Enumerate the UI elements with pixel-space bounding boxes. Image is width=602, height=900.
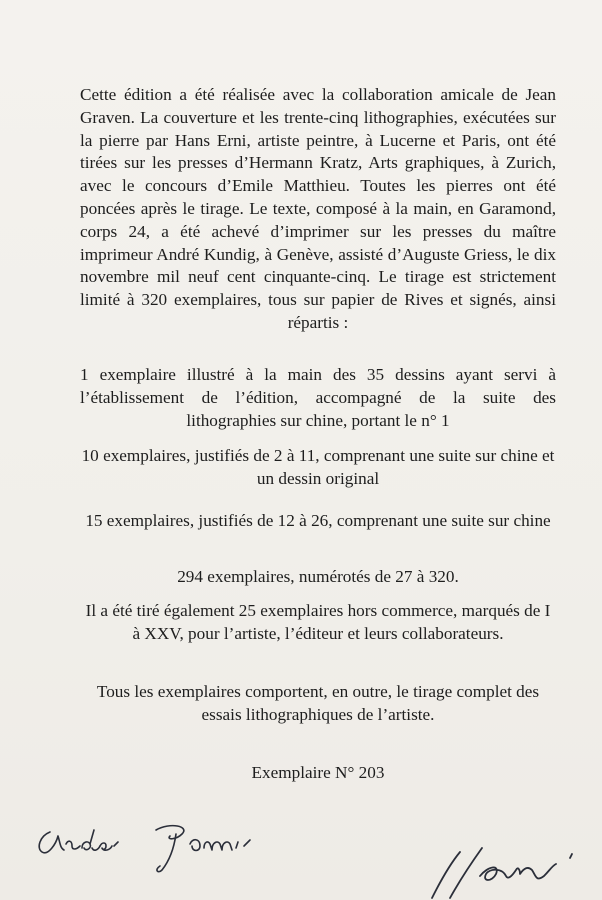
edition-entry-4: 294 exemplaires, numérotés de 27 à 320.	[177, 567, 459, 586]
printer-signature	[30, 808, 270, 878]
hors-commerce-note: Il a été tiré également 25 exemplaires hors commerce, marqués de I à XXV, pour l’artiste, l’éditeur et leurs collaborateurs.	[85, 601, 551, 643]
copy-number: Exemplaire N° 203	[251, 763, 385, 782]
edition-entry-1: 1 exemplaire illustré à la main des 35 dessins ayant servi à l’établissement de l’édition, accompagné de la suite des lithographies sur chine, portant le n° 1	[80, 365, 556, 430]
colophon-paragraph: Cette édition a été réalisée avec la collaboration amicale de Jean Graven. La couverture et les trente-cinq lithographies, exécutées sur la pierre par Hans Erni, artiste peintre, à Lucerne et Paris, ont été tirées sur les presses d’Hermann Kratz, Arts graphiques, à Zurich, avec le concours d’Emile Matthieu. Toutes les pierres ont été poncées après le tirage. Le texte, composé à la main, en Garamond, corps 24, a été achevé d’imprimer sur les presses du maître imprimeur André Kundig, à Genève, assisté d’Auguste Griess, le dix novembre mil neuf cent cinquante-cinq. Le tirage est strictement limité à 320 exemplaires, tous sur papier de Rives et signés, ainsi répartis :	[80, 85, 556, 332]
edition-entry-3: 15 exemplaires, justifiés de 12 à 26, comprenant une suite sur chine	[85, 511, 551, 530]
essais-note: Tous les exemplaires comportent, en outre, le tirage complet des essais lithographiques de l’artiste.	[96, 682, 540, 724]
artist-signature	[420, 836, 602, 900]
edition-entry-2: 10 exemplaires, justifiés de 2 à 11, comprenant une suite sur chine et un dessin original	[81, 446, 555, 488]
